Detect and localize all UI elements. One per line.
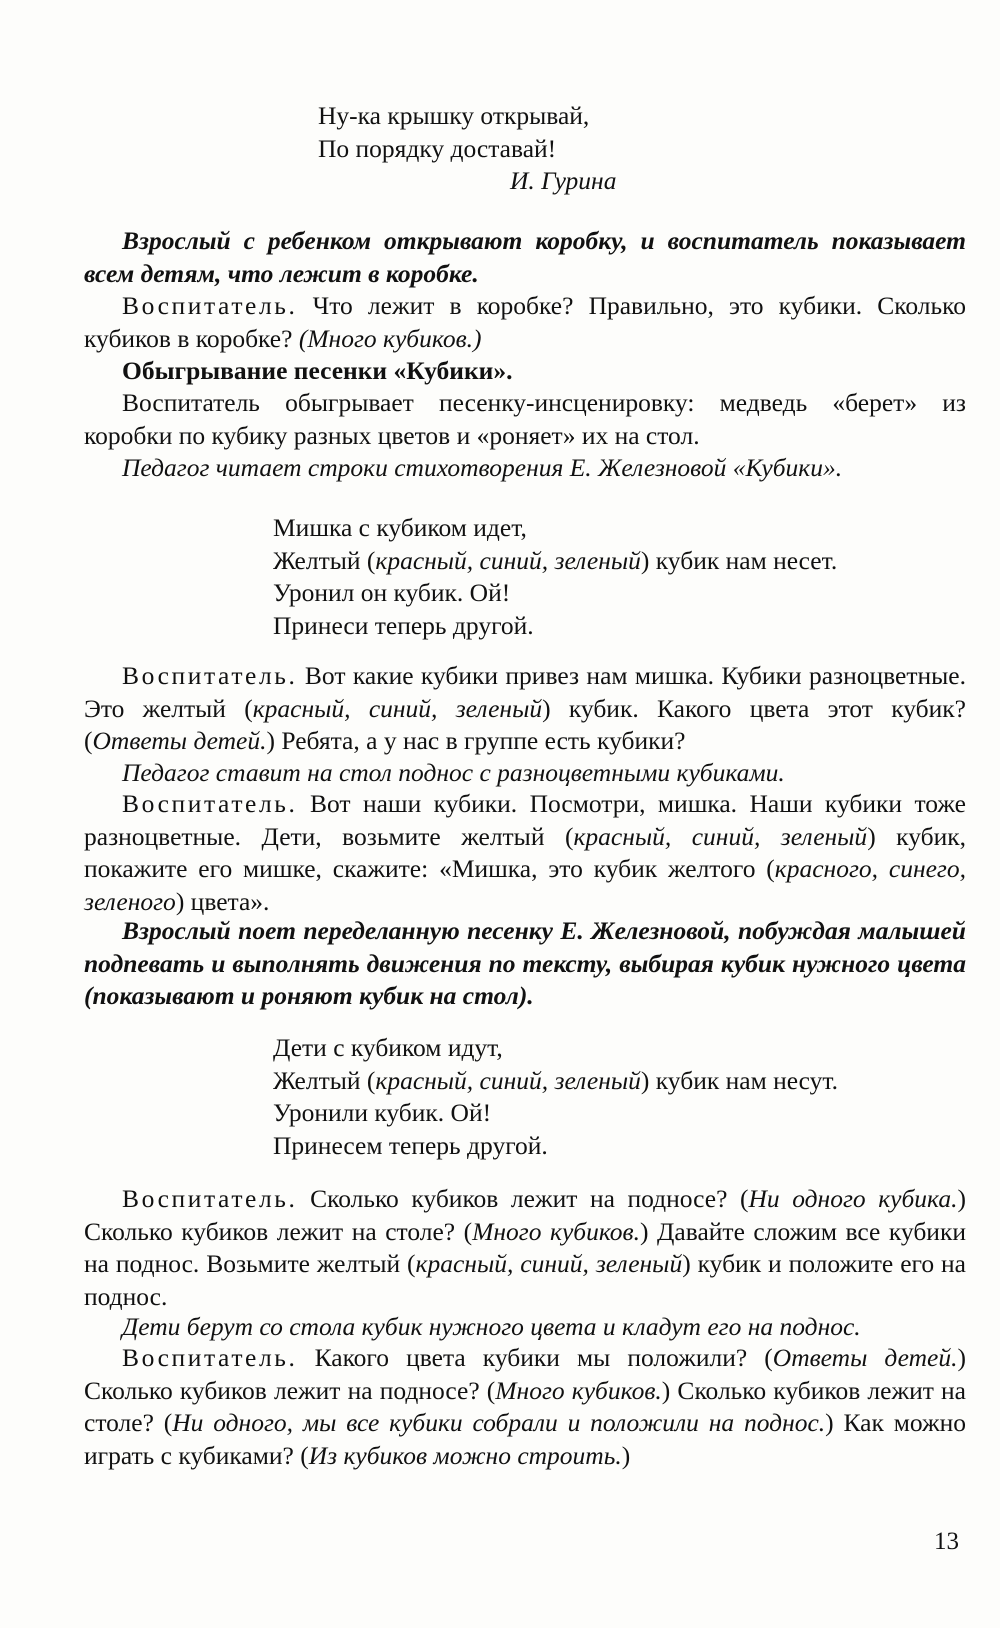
dialogue-text: ) Как можно играть с кубиками? ( [84,1408,966,1470]
poem-line [273,545,837,578]
poem-colors: красный, синий, зеленый [375,545,641,575]
dialogue-colors: красного, синего, зеленого [84,854,966,916]
dialogue-colors: красный, синий, зеленый [252,693,543,723]
poem-line [273,1065,838,1098]
dialogue-paragraph-1 [84,290,966,355]
poem-text: Желтый ( [273,1065,376,1095]
dialogue-answer: Ни одного кубика. [748,1184,958,1213]
dialogue-text: ) Давайте сложим все кубики на поднос. Возьмите желтый ( [84,1216,966,1279]
dialogue-answer: Много кубиков. [495,1375,662,1405]
poem-line: Мишка с кубиком идет, [273,513,527,542]
dialogue-colors: красный, синий, зеленый [415,1249,683,1279]
dialogue-colors: красный, синий, зеленый [573,821,868,851]
poem-line: Принесем теперь другой. [273,1130,548,1160]
poem-author: И. Гурина [510,166,617,196]
poem-text: ) кубик нам несет. [640,545,838,575]
poem-kubiki-1 [273,512,837,642]
dialogue-text: ) кубик и положите его на поднос. [84,1249,966,1311]
dialogue-answer: Из кубиков можно строить. [308,1440,622,1470]
dialogue-text: ) кубик. Какого цвета этот кубик? ( [84,693,967,756]
dialogue-text: Вот какие кубики привез нам мишка. Кубики разноцветные. Это желтый ( [84,661,966,723]
dialogue-answer: Ответы детей. [772,1343,958,1372]
dialogue-paragraph-3 [84,788,966,918]
poem-text: Желтый ( [273,545,376,575]
dialogue-text: ) [621,1440,631,1470]
dialogue-paragraph-2 [84,660,966,758]
speaker-label: Воспитатель. [122,291,298,320]
narrative-paragraph: Воспитатель обыгрывает песенку-инсценировку: медведь «берет» из коробки по кубику разных цветов и «роняет» их на стол. [84,388,966,450]
dialogue-text: ) Сколько кубиков лежит на столе? ( [84,1184,966,1246]
dialogue-answer: (Много кубиков.) [298,323,482,353]
stage-direction-4: Взрослый поет переделанную песенку Е. Железновой, побуждая малышей подпевать и выполнять движения по тексту, выбирая кубик нужного цвета (показывают и роняют кубик на стол). [84,916,966,1011]
page-number: 13 [934,1528,959,1555]
poem-line: Ну-ка крышку открывай, [318,101,590,130]
dialogue-text: Что лежит в коробке? Правильно, это кубики. Сколько кубиков в коробке? [84,291,966,353]
dialogue-text: ) кубик, покажите его мишке, скажите: «Мишка, это кубик желтого ( [84,821,966,884]
dialogue-text: ) Сколько кубиков лежит на подносе? ( [84,1343,966,1405]
poem-line: Уронил он кубик. Ой! [273,578,511,608]
dialogue-text: ) Ребята, а у нас в группе есть кубики? [266,726,686,756]
speaker-label: Воспитатель. [122,1184,298,1213]
dialogue-paragraph-5 [84,1342,966,1472]
stage-direction-1: Взрослый с ребенком открывают коробку, и воспитатель показывает всем детям, что лежит в коробке. [84,226,966,288]
dialogue-text: Вот наши кубики. Посмотри, мишка. Наши кубики тоже разноцветные. Дети, возьмите желтый ( [84,789,966,851]
dialogue-answer: Ответы детей. [92,726,267,756]
dialogue-text: ) цвета». [175,886,270,916]
dialogue-answer: Много кубиков. [472,1216,641,1246]
dialogue-answer: Ни одного, мы все кубики собрали и положили на поднос. [172,1408,826,1438]
stage-direction-2: Педагог читает строки стихотворения Е. Железновой «Кубики». [122,453,843,482]
poem-text: ) кубик нам несут. [640,1065,839,1095]
dialogue-text: ) Сколько кубиков лежит на столе? ( [84,1375,966,1438]
dialogue-paragraph-4 [84,1183,966,1313]
dialogue-text: Сколько кубиков лежит на подносе? ( [297,1184,749,1213]
poem-line: Уронили кубик. Ой! [273,1098,492,1128]
poem-colors: красный, синий, зеленый [375,1065,641,1095]
stage-direction-3: Педагог ставит на стол поднос с разноцветными кубиками. [122,758,785,787]
section-heading: Обыгрывание песенки «Кубики». [122,356,513,385]
poem-line: По порядку доставай! [318,133,557,163]
speaker-label: Воспитатель. [122,789,298,818]
poem-line: Дети с кубиком идут, [273,1033,503,1062]
speaker-label: Воспитатель. [122,1343,298,1372]
poem-gurina [318,100,616,198]
poem-kubiki-2 [273,1032,838,1162]
stage-direction-5: Дети берут со стола кубик нужного цвета и кладут его на поднос. [122,1312,861,1341]
dialogue-text: Какого цвета кубики мы положили? ( [297,1343,773,1372]
poem-line: Принеси теперь другой. [273,610,534,640]
speaker-label: Воспитатель. [122,661,298,690]
